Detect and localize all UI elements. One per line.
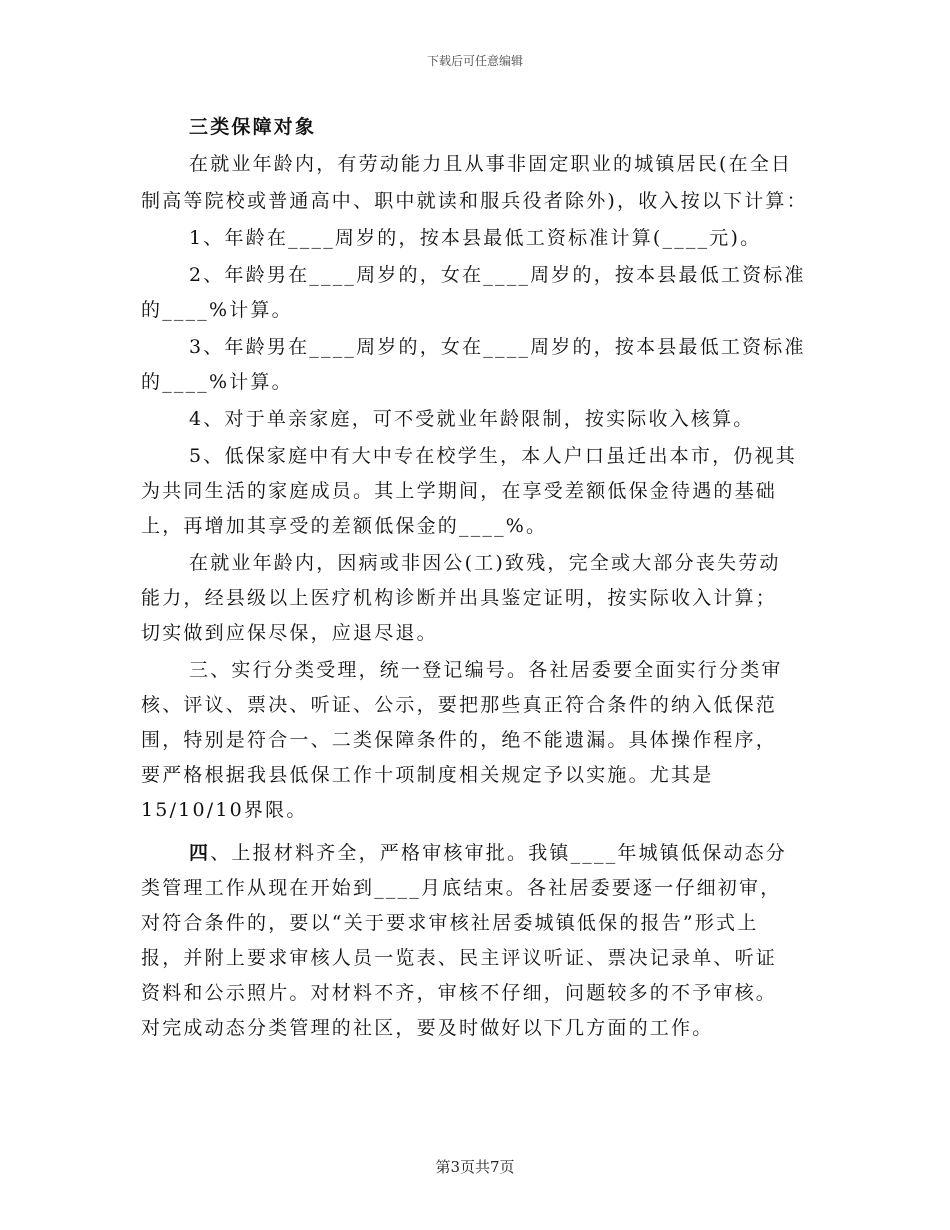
paragraph-line: 围，特别是符合一、二类保障条件的，绝不能遗漏。具体操作程序， (141, 729, 778, 751)
paragraph-line: 能力，经县级以上医疗机构诊断并出具鉴定证明，按实际收入计算； (141, 587, 778, 609)
paragraph-line: 的____%计算。 (141, 371, 293, 393)
paragraph-line: 三、实行分类受理，统一登记编号。各社居委要全面实行分类审 (189, 659, 783, 681)
paragraph-lead: 四 (189, 842, 211, 864)
paragraph-line: 上，再增加其享受的差额低保金的____%。 (141, 515, 548, 537)
paragraph (141, 439, 811, 544)
paragraph (141, 836, 811, 1046)
paragraph-line: 在就业年龄内，因病或非因公(工)致残，完全或大部分丧失劳动 (189, 552, 781, 574)
paragraph-line: 资料和公示照片。对材料不齐，审核不仔细，问题较多的不予审核。 (141, 982, 778, 1004)
paragraph (141, 402, 811, 437)
page-header: 下载后可任意编辑 (426, 54, 523, 68)
paragraph (141, 147, 811, 219)
paragraph-line: 在就业年龄内，有劳动能力且从事非固定职业的城镇居民(在全日 (189, 153, 793, 175)
paragraph-line: 15/10/10界限。 (141, 799, 308, 821)
paragraph-line: 为共同生活的家庭成员。其上学期间，在享受差额低保金待遇的基础 (141, 480, 778, 502)
paragraph-line (141, 836, 811, 871)
paragraph-line-text: 、上报材料齐全，严格审核审批。我镇____年城镇低保动态分 (210, 842, 788, 864)
paragraph-line: 要严格根据我县低保工作十项制度相关规定予以实施。尤其是 (141, 764, 714, 786)
paragraph-line: 核、评议、票决、听证、公示，要把那些真正符合条件的纳入低保范 (141, 694, 778, 716)
paragraph-line: 类管理工作从现在开始到____月底结束。各社居委要逐一仔细初审， (141, 877, 782, 899)
paragraph (141, 330, 811, 400)
paragraph-line: 制高等院校或普通高中、职中就读和服兵役者除外)，收入按以下计算： (141, 190, 808, 212)
paragraph (141, 221, 811, 256)
paragraph-line: 切实做到应保尽保，应退尽退。 (141, 622, 438, 644)
paragraph-line: 报，并附上要求审核人员一览表、民主评议听证、票决记录单、听证 (141, 947, 778, 969)
paragraph (141, 653, 811, 828)
section-title: 三类保障对象 (189, 116, 317, 138)
paragraph-line: 对完成动态分类管理的社区，要及时做好以下几方面的工作。 (141, 1017, 714, 1039)
paragraph-line: 的____%计算。 (141, 299, 293, 321)
paragraph-line: 2、年龄男在____周岁的，女在____周岁的，按本县最低工资标准 (189, 264, 806, 286)
paragraph (141, 546, 811, 651)
paragraph-line: 1、年龄在____周岁的，按本县最低工资标准计算(____元)。 (189, 227, 762, 249)
paragraph-line: 5、低保家庭中有大中专在校学生，本人户口虽迁出本市，仍视其 (189, 445, 797, 467)
paragraph-line: 3、年龄男在____周岁的，女在____周岁的，按本县最低工资标准 (189, 336, 806, 358)
page-number-footer: 第3页共7页 (435, 1158, 515, 1176)
paragraph-line: 4、对于单亲家庭，可不受就业年龄限制，按实际收入核算。 (189, 408, 755, 430)
paragraph-line: 对符合条件的，要以“关于要求审核社居委城镇低保的报告”形式上 (141, 912, 759, 934)
document-body (141, 110, 811, 1046)
paragraph (141, 258, 811, 328)
